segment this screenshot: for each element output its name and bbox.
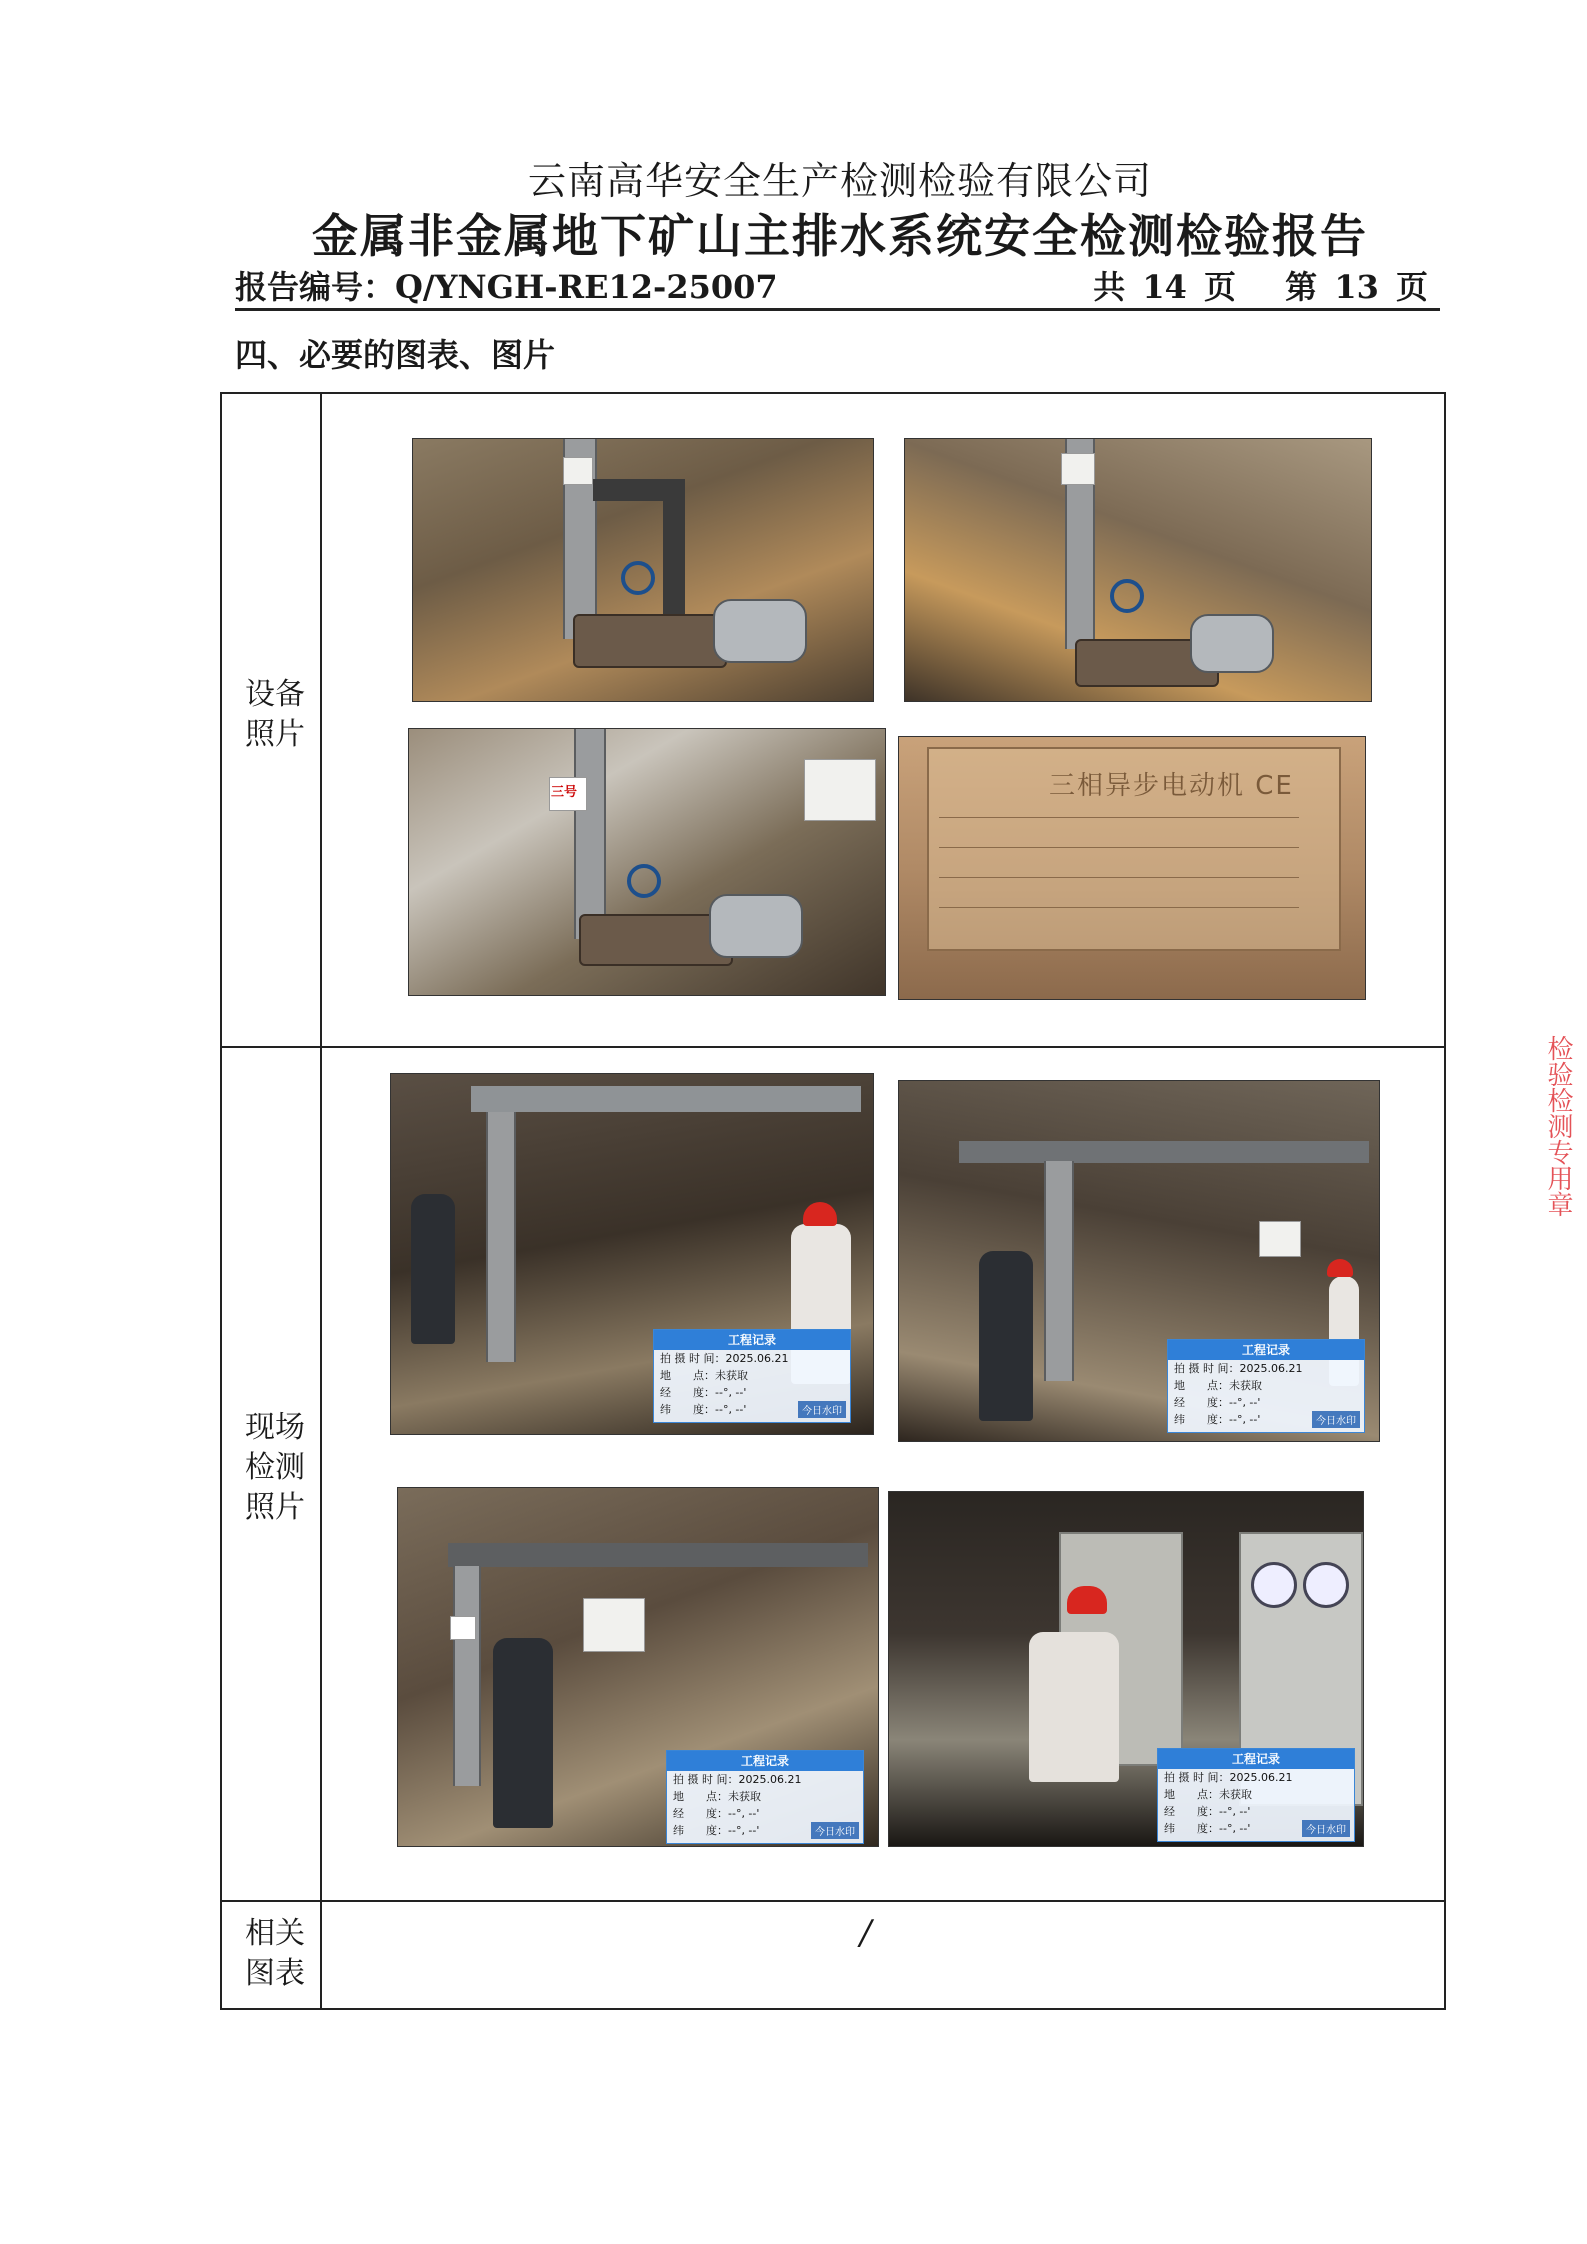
pump-sign-text: 三号 [551, 785, 578, 800]
label-column-divider [320, 392, 322, 2008]
report-meta-row [235, 262, 1440, 306]
photo-watermark [1157, 1748, 1355, 1842]
motor-body [709, 894, 803, 958]
watermark-time: 拍 摄 时 间：2025.06.21 [673, 1773, 802, 1786]
row-label-line: 图表 [245, 1956, 305, 1991]
site-photo-2 [898, 1080, 1380, 1442]
watermark-latitude: 纬 度：--°, --' [1174, 1413, 1261, 1426]
watermark-latitude: 纬 度：--°, --' [660, 1403, 747, 1416]
inspector-figure [1029, 1632, 1119, 1782]
row-label-line: 设备 [245, 677, 305, 712]
watermark-title: 工程记录 [654, 1330, 850, 1350]
row-label-line: 相关 [245, 1916, 305, 1951]
seal-text: 检验检测专用章 [1543, 1035, 1573, 1217]
row-label-line: 现场 [245, 1410, 305, 1445]
inspector-figure [493, 1638, 553, 1828]
cabinet-gauge [1303, 1562, 1349, 1608]
watermark-longitude: 经 度：--°, --' [1164, 1805, 1251, 1818]
motor-body [1190, 614, 1274, 673]
watermark-brand: 今日水印 [798, 1401, 846, 1418]
watermark-time: 拍 摄 时 间：2025.06.21 [1164, 1771, 1293, 1784]
company-name: 云南高华安全生产检测检验有限公司 [527, 159, 1152, 203]
equipment-photo-pump-1 [412, 438, 874, 702]
equipment-photo-pump-3 [408, 728, 886, 996]
row-label-related-charts [230, 1914, 320, 1994]
section-title: 四、必要的图表、图片 [235, 336, 556, 374]
related-charts-value: / [860, 1913, 872, 1953]
row-label-equipment [230, 675, 320, 755]
watermark-longitude: 经 度：--°, --' [1174, 1396, 1261, 1409]
site-photo-1 [390, 1073, 874, 1435]
report-number-label: 报告编号： [235, 268, 396, 306]
row-divider-1 [220, 1046, 1444, 1048]
watermark-title: 工程记录 [1158, 1749, 1354, 1769]
report-number [235, 262, 778, 308]
watermark-longitude: 经 度：--°, --' [673, 1807, 760, 1820]
report-title: 金属非金属地下矿山主排水系统安全检测检验报告 [312, 209, 1368, 263]
row-label-line: 照片 [245, 1490, 305, 1525]
watermark-brand: 今日水印 [1312, 1411, 1360, 1428]
cabinet-gauge [1251, 1562, 1297, 1608]
watermark-brand: 今日水印 [1302, 1820, 1350, 1837]
photo-watermark [653, 1329, 851, 1423]
watermark-location: 地 点：未获取 [660, 1369, 748, 1382]
inspection-seal-stamp [1536, 1035, 1573, 1235]
watermark-title: 工程记录 [1168, 1340, 1364, 1360]
site-photo-4 [888, 1491, 1364, 1847]
report-number-value: Q/YNGH-RE12-25007 [395, 268, 778, 306]
safety-helmet [803, 1202, 837, 1226]
pump-body [573, 614, 727, 668]
watermark-latitude: 纬 度：--°, --' [673, 1824, 760, 1837]
site-photo-3 [397, 1487, 879, 1847]
equipment-photo-pump-2 [904, 438, 1372, 702]
page-info: 共 14 页 第 13 页 [1093, 268, 1428, 306]
equipment-photo-motor-nameplate [898, 736, 1366, 1000]
pump-label-sign [563, 457, 593, 485]
nameplate-title: 三相异步电动机 CE [1049, 771, 1294, 801]
inspector-figure [979, 1251, 1033, 1421]
safety-helmet [1327, 1259, 1353, 1277]
watermark-time: 拍 摄 时 间：2025.06.21 [660, 1352, 789, 1365]
watermark-location: 地 点：未获取 [673, 1790, 761, 1803]
watermark-title: 工程记录 [667, 1751, 863, 1771]
inspector-figure [411, 1194, 455, 1344]
watermark-location: 地 点：未获取 [1164, 1788, 1252, 1801]
valve-handwheel [621, 561, 655, 595]
watermark-location: 地 点：未获取 [1174, 1379, 1262, 1392]
row-divider-2 [220, 1900, 1444, 1902]
row-label-line: 检测 [245, 1450, 305, 1485]
safety-helmet [1067, 1586, 1107, 1614]
valve-handwheel [1110, 579, 1144, 613]
watermark-longitude: 经 度：--°, --' [660, 1386, 747, 1399]
row-label-line: 照片 [245, 717, 305, 752]
header-divider [235, 308, 1440, 311]
row-label-site-inspection [230, 1408, 320, 1528]
photo-watermark [1167, 1339, 1365, 1433]
valve-handwheel [627, 864, 661, 898]
watermark-latitude: 纬 度：--°, --' [1164, 1822, 1251, 1835]
motor-body [713, 599, 807, 663]
watermark-time: 拍 摄 时 间：2025.06.21 [1174, 1362, 1303, 1375]
photo-watermark [666, 1750, 864, 1844]
watermark-brand: 今日水印 [811, 1822, 859, 1839]
